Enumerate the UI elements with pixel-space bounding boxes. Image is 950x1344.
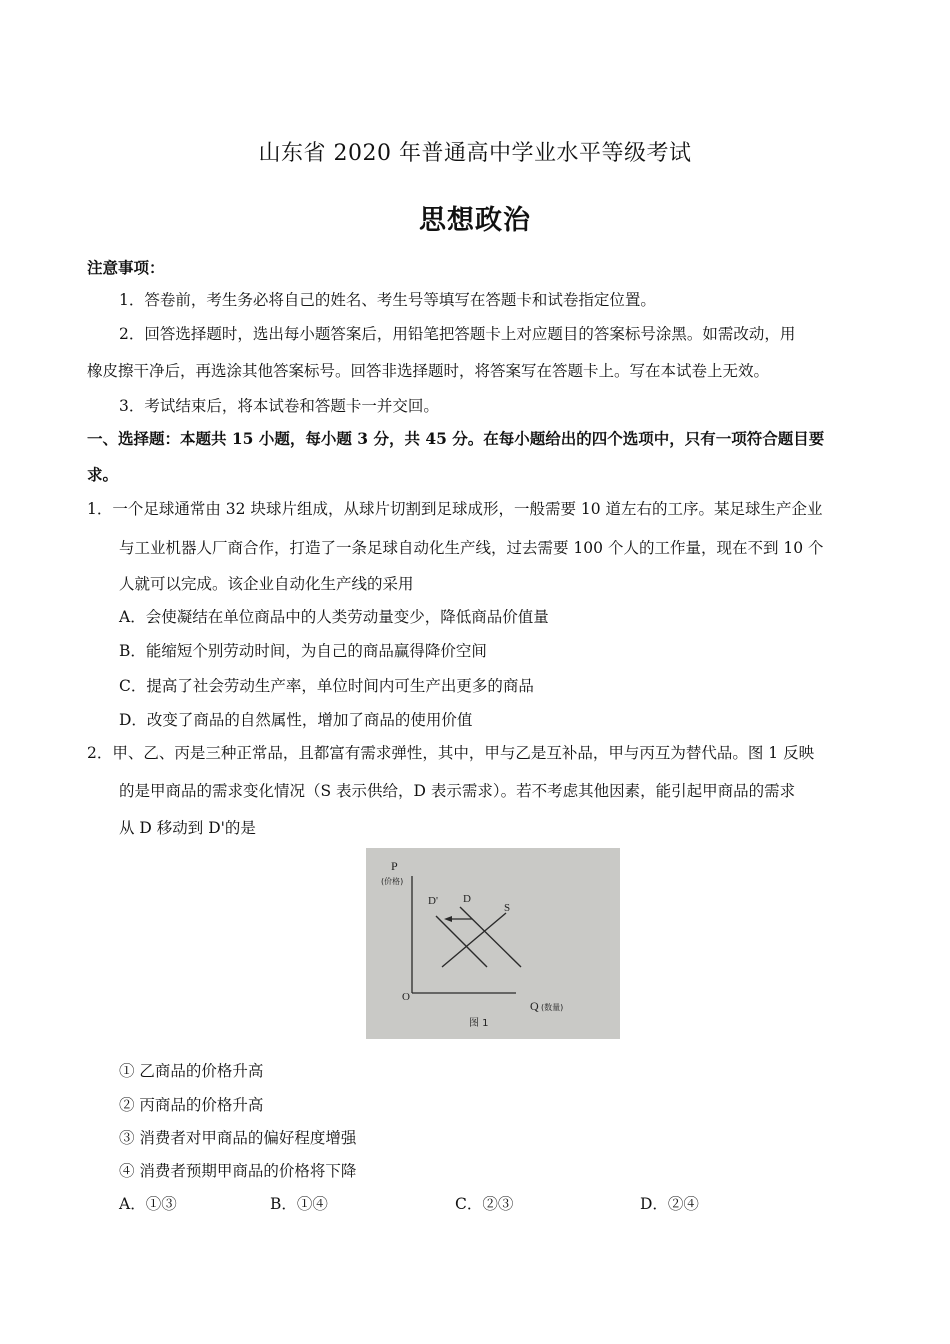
notice-heading: 注意事项：: [87, 258, 165, 277]
question-2-item-4: ④ 消费者预期甲商品的价格将下降: [119, 1162, 357, 1180]
d-prime-label: D': [428, 895, 438, 907]
exam-title: 山东省 2020 年普通高中学业水平等级考试: [258, 141, 692, 166]
question-1-line-3: 人就可以完成。该企业自动化生产线的采用: [119, 575, 414, 593]
question-2-choice-c: C．②③: [455, 1195, 514, 1213]
notice-item-3: 3．考试结束后，将本试卷和答题卡一并交回。: [119, 397, 439, 415]
quantity-axis-label: Q: [530, 999, 539, 1013]
figure-caption: 图 1: [469, 1018, 489, 1029]
subject-title: 思想政治: [419, 205, 531, 236]
question-1-option-a: A．会使凝结在单位商品中的人类劳动量变少，降低商品价值量: [119, 608, 549, 626]
question-2-line-1: 2．甲、乙、丙是三种正常品，且都富有需求弹性，其中，甲与乙是互补品，甲与丙互为替代品。图 1 反映: [87, 744, 815, 762]
d-label: D: [463, 893, 471, 905]
question-2-line-3: 从 D 移动到 D'的是: [119, 819, 256, 837]
question-2-line-2: 的是甲商品的需求变化情况（S 表示供给，D 表示需求）。若不考虑其他因素，能引起甲商品的需求: [119, 782, 796, 800]
supply-demand-diagram: [366, 848, 620, 1039]
quantity-axis-unit: (数量): [541, 1003, 564, 1012]
supply-demand-figure: [366, 848, 620, 1039]
price-axis-label: P: [391, 859, 398, 873]
question-1-option-b: B．能缩短个别劳动时间，为自己的商品赢得降价空间: [119, 642, 487, 660]
question-2-item-1: ① 乙商品的价格升高: [119, 1062, 264, 1080]
price-axis-unit: (价格): [381, 877, 404, 886]
question-2-choices: [0, 1192, 950, 1216]
origin-label: O: [402, 991, 410, 1003]
s-label: S: [504, 902, 511, 914]
question-2-choice-a: A．①③: [119, 1195, 177, 1213]
section-heading-line-2: 求。: [87, 465, 119, 484]
question-1-option-c: C．提高了社会劳动生产率，单位时间内可生产出更多的商品: [119, 677, 534, 695]
question-1-line-2: 与工业机器人厂商合作，打造了一条足球自动化生产线，过去需要 100 个人的工作量，现在不到 10 个: [119, 539, 824, 557]
section-heading-line-1: 一、选择题：本题共 15 小题，每小题 3 分，共 45 分。在每小题给出的四个选项中，只有一项符合题目要: [87, 429, 825, 448]
question-1-line-1: 1．一个足球通常由 32 块球片组成，从球片切割到足球成形，一般需要 10 道左右的工序。某足球生产企业: [87, 500, 823, 518]
notice-item-2-line-2: 橡皮擦干净后，再选涂其他答案标号。回答非选择题时，将答案写在答题卡上。写在本试卷上无效。: [87, 362, 770, 380]
notice-item-2-line-1: 2．回答选择题时，选出每小题答案后，用铅笔把答题卡上对应题目的答案标号涂黑。如需改动，用: [119, 325, 796, 343]
question-2-item-2: ② 丙商品的价格升高: [119, 1096, 264, 1114]
question-1-option-d: D．改变了商品的自然属性，增加了商品的使用价值: [119, 711, 473, 729]
notice-item-1: 1．答卷前，考生务必将自己的姓名、考生号等填写在答题卡和试卷指定位置。: [119, 291, 656, 309]
question-2-item-3: ③ 消费者对甲商品的偏好程度增强: [119, 1129, 357, 1147]
question-2-choice-b: B．①④: [270, 1195, 328, 1213]
question-2-choice-d: D．②④: [640, 1195, 699, 1213]
